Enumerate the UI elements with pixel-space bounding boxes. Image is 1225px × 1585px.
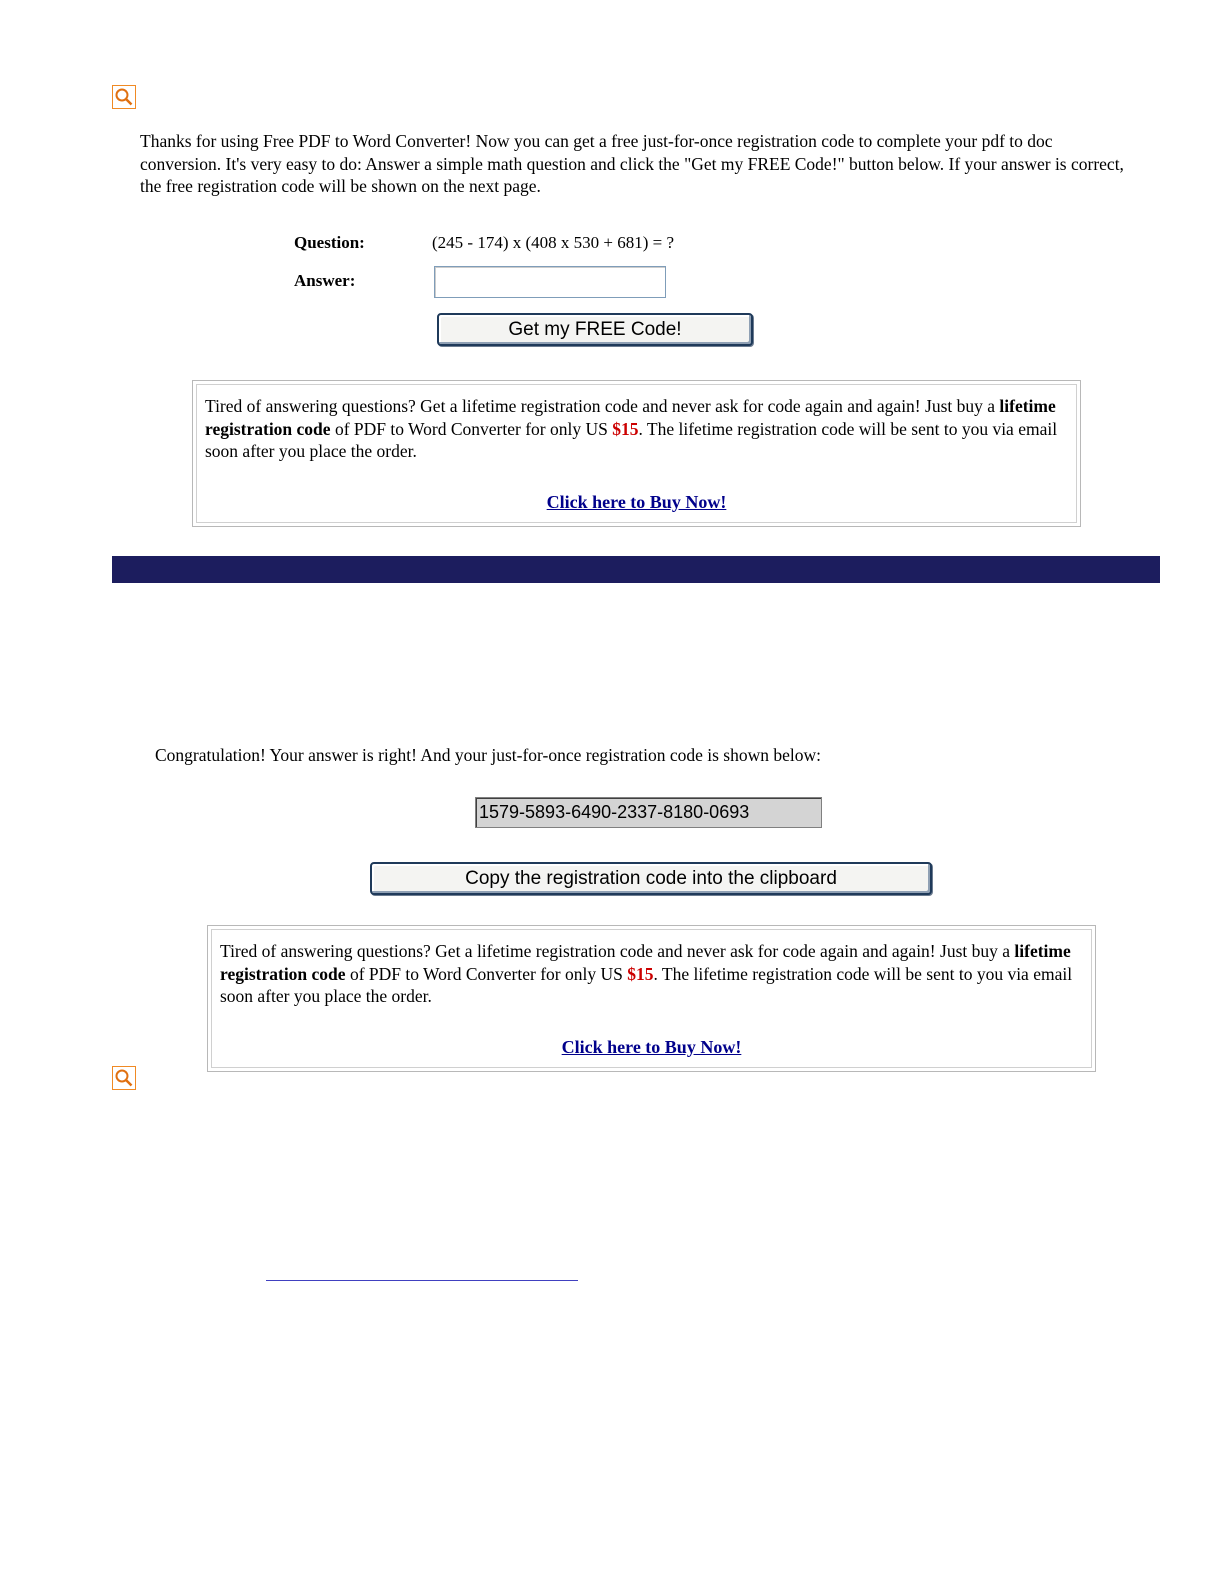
copy-code-button[interactable]: Copy the registration code into the clipboard [370,862,932,895]
congrats-text: Congratulation! Your answer is right! And your just-for-once registration code is shown below: [155,745,821,765]
promo2-bold: lifetime registration code [220,941,1071,984]
bottom-link-underline[interactable] [266,1260,578,1281]
promo-box-2 [207,925,1096,1072]
promo2-price: $15 [627,963,654,984]
get-free-code-button[interactable]: Get my FREE Code! [437,313,753,346]
question-text: (245 - 174) x (408 x 530 + 681) = ? [432,233,675,252]
promo2-text-part1: Tired of answering questions? Get a lifetime registration code and never ask for code again and again! Just buy a [220,941,1015,961]
promo-text-part1: Tired of answering questions? Get a lifetime registration code and never ask for code again and again! Just buy a [205,396,1000,416]
zoom-magnifier-icon-2[interactable] [112,1066,136,1090]
question-label: Question: [294,233,365,252]
nav-bar [112,556,1160,583]
answer-input[interactable] [434,266,666,298]
promo-bold: lifetime registration code [205,396,1056,439]
registration-code-field[interactable]: 1579-5893-6490-2337-8180-0693 [475,797,822,828]
buy-now-link[interactable]: Click here to Buy Now! [546,491,727,512]
promo-box [192,380,1081,527]
promo2-text-part2: of PDF to Word Converter for only US [345,963,628,984]
zoom-magnifier-icon[interactable] [112,85,136,109]
promo-text-part2: of PDF to Word Converter for only US [330,418,613,439]
answer-label: Answer: [294,271,356,290]
intro-text: Thanks for using Free PDF to Word Converter! Now you can get a free just-for-once registration code to complete your pdf to doc conversion. It's very easy to do: Answer a simple math question and click the "Get my FREE Code!" button below. If your answer is correct, the free registration code will be shown on the next page. [140,131,1124,196]
promo2-text-part3: . The lifetime registration code will be sent to you via email soon after you place the order. [220,963,1073,1006]
promo-text-part3: . The lifetime registration code will be sent to you via email soon after you place the order. [205,418,1058,461]
promo-price: $15 [612,418,639,439]
buy-now-link-2[interactable]: Click here to Buy Now! [561,1036,742,1057]
